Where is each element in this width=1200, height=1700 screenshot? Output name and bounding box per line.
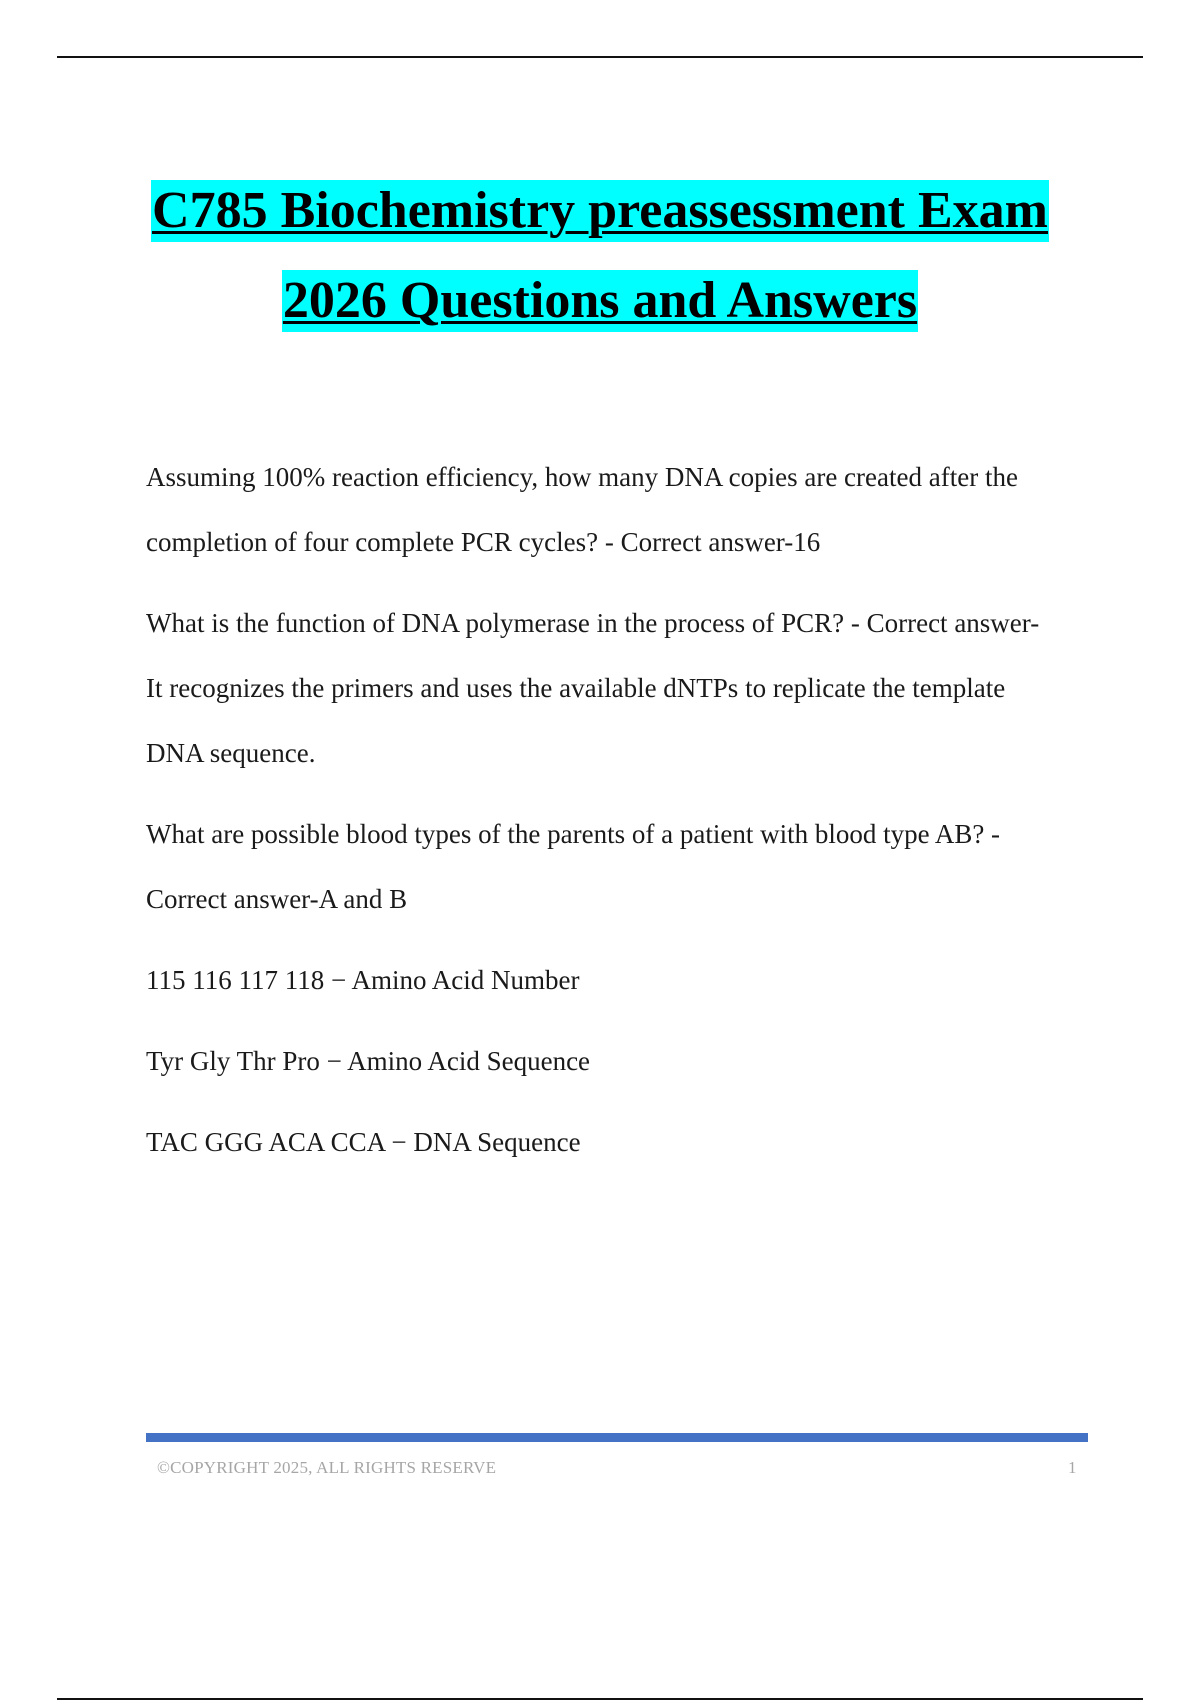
amino-acid-number-line: 115 116 117 118 − Amino Acid Number <box>146 965 580 995</box>
question-answer-3 <box>146 802 1096 932</box>
page-number: 1 <box>1068 1458 1077 1477</box>
text-line: What is the function of DNA polymerase in the process of PCR? - Correct answer- <box>146 608 1040 638</box>
footer-copyright: ©COPYRIGHT 2025, ALL RIGHTS RESERVE <box>157 1458 497 1477</box>
question-answer-1 <box>146 445 1096 575</box>
question-answer-2 <box>146 591 1096 786</box>
text-line: Assuming 100% reaction efficiency, how many DNA copies are created after the <box>146 462 1018 492</box>
text-line: What are possible blood types of the parents of a patient with blood type AB? - <box>146 819 1001 849</box>
top-rule <box>57 56 1143 58</box>
document-title <box>0 180 1200 332</box>
amino-acid-sequence-line: Tyr Gly Thr Pro − Amino Acid Sequence <box>146 1046 591 1076</box>
title-line-1: C785 Biochemistry preassessment Exam <box>151 180 1049 242</box>
text-line: It recognizes the primers and uses the available dNTPs to replicate the template <box>146 673 1006 703</box>
footer-bar <box>146 1433 1088 1442</box>
dna-sequence-line: TAC GGG ACA CCA − DNA Sequence <box>146 1127 581 1157</box>
title-line-2: 2026 Questions and Answers <box>282 270 918 332</box>
text-line: DNA sequence. <box>146 738 316 768</box>
text-line: completion of four complete PCR cycles? - Correct answer-16 <box>146 527 821 557</box>
text-line: Correct answer-A and B <box>146 884 408 914</box>
document-body <box>146 445 1096 1191</box>
